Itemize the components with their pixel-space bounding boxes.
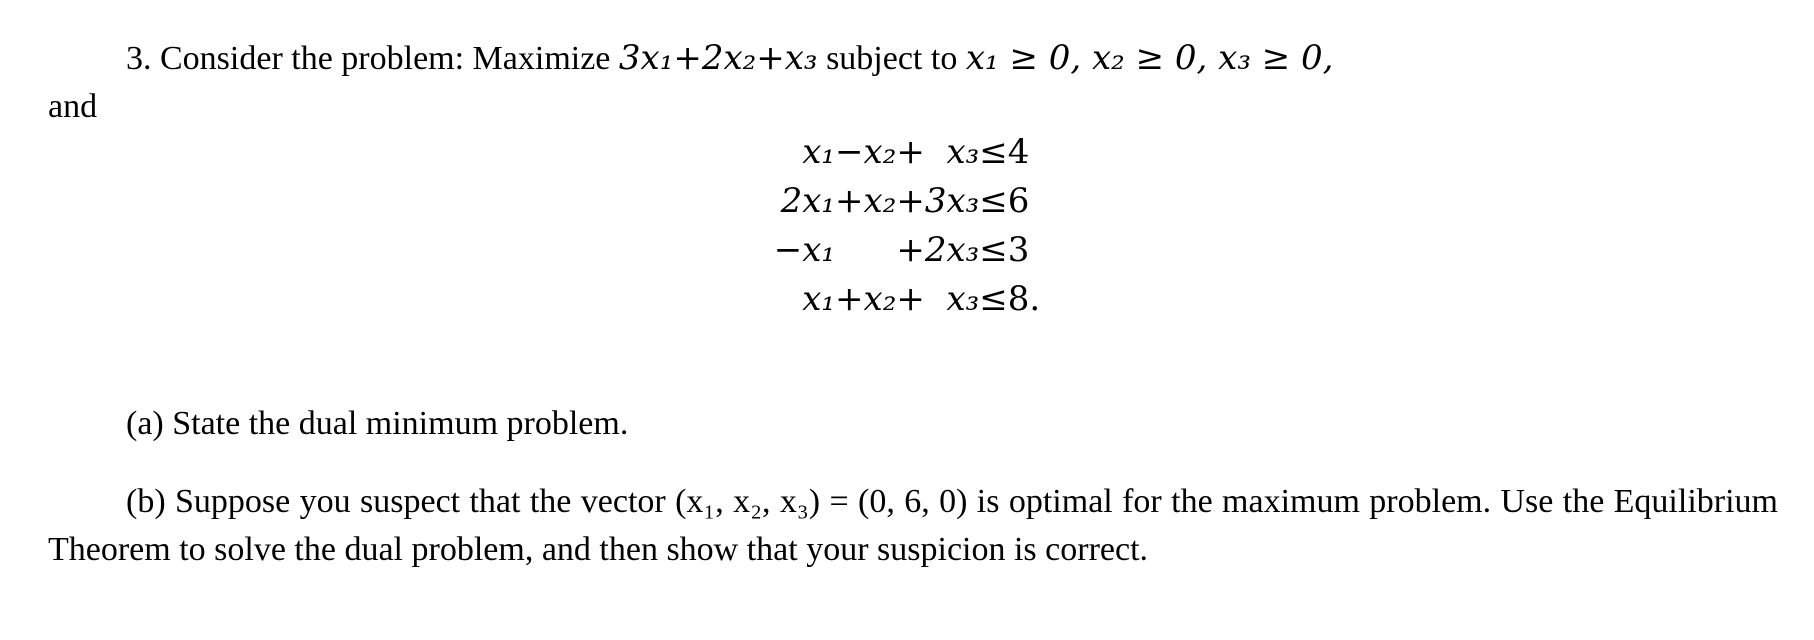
constraint-table	[774, 128, 1041, 324]
constraint-term-2	[864, 226, 897, 275]
constraint-term-1: x₁	[802, 278, 836, 319]
constraint-row	[774, 226, 1041, 275]
part-a-paragraph: (a) State the dual minimum problem.	[126, 405, 629, 442]
constraint-rhs: 8.	[1007, 278, 1041, 319]
constraint-term-3: 2x₃	[924, 229, 980, 270]
constraint-rhs: 6	[1007, 180, 1030, 221]
problem-number: 3.	[126, 40, 152, 77]
constraint-relation: ≤	[979, 229, 1008, 270]
constraint-term-2: x₂	[863, 180, 897, 221]
constraint-relation: ≤	[979, 278, 1008, 319]
constraint-term-3: x₃	[946, 278, 980, 319]
constraint-relation: ≤	[979, 180, 1008, 221]
constraint-operator-1: +	[835, 278, 864, 319]
constraint-term-3: 3x₃	[924, 180, 980, 221]
problem-statement-paragraph	[48, 34, 1778, 132]
constraint-term-1: x₁	[802, 132, 836, 172]
constraint-rhs: 4	[1007, 132, 1030, 172]
constraint-rhs: 3	[1007, 229, 1030, 270]
constraint-operator-2: +	[896, 278, 925, 319]
objective-function: 3x₁+2x₂+x₃	[618, 38, 818, 78]
constraint-row	[774, 128, 1041, 177]
constraint-operator-1	[835, 226, 864, 275]
part-b-paragraph: (b) Suppose you suspect that the vector (x₁, x₂, x₃) = (0, 6, 0) is optimal for the maximum problem. Use the Equilibrium Theorem to solve the dual problem, and then show that your suspicion is correct.	[48, 483, 1778, 569]
constraint-operator-1: −	[835, 132, 864, 172]
constraint-system	[0, 128, 1814, 324]
constraint-operator-2: +	[896, 180, 925, 221]
constraint-term-2: x₂	[863, 278, 897, 319]
constraint-term-1: −x₁	[773, 229, 836, 270]
nonnegativity-constraints: x₁ ≥ 0, x₂ ≥ 0, x₃ ≥ 0,	[965, 38, 1334, 78]
constraint-operator-2: +	[896, 229, 925, 270]
constraint-operator-2: +	[896, 132, 925, 172]
constraint-operator-1: +	[835, 180, 864, 221]
constraint-relation: ≤	[979, 132, 1008, 172]
statement-and-text: and	[48, 88, 98, 126]
constraint-term-2: x₂	[863, 132, 897, 172]
constraint-row	[774, 275, 1041, 324]
statement-lead-text: Consider the problem: Maximize	[160, 40, 611, 77]
constraint-term-1: 2x₁	[780, 180, 836, 221]
constraint-row	[774, 177, 1041, 226]
statement-mid-text: subject to	[826, 40, 958, 77]
constraint-term-3: x₃	[946, 132, 980, 172]
